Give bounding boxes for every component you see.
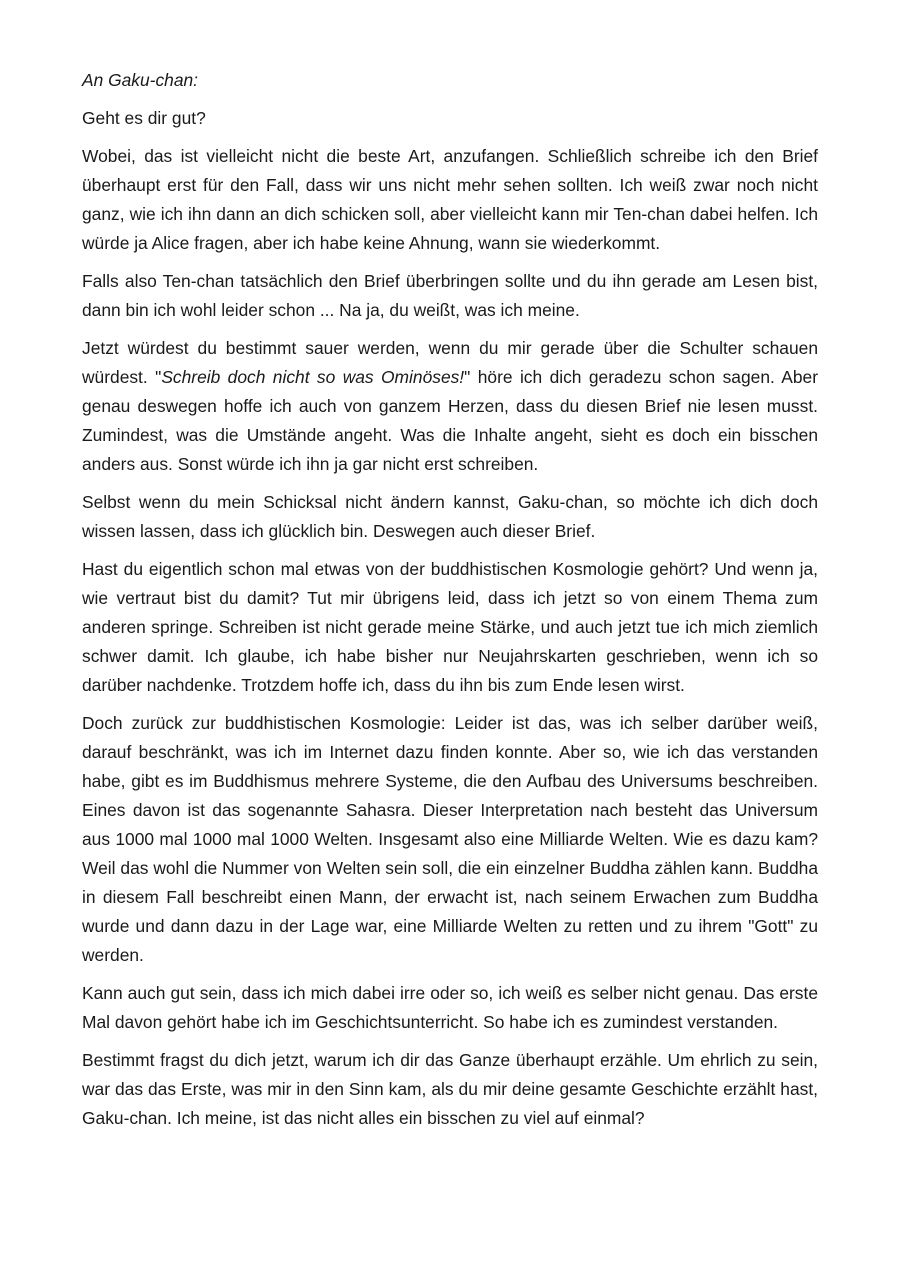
paragraph-6: Doch zurück zur buddhistischen Kosmologie: Leider ist das, was ich selber darüber weiß, darauf beschränkt, was ich im Internet dazu finden konnte. Aber so, wie ich das verstanden habe, gibt es im Buddhismus mehrere Systeme, die den Aufbau des Universums beschreiben. Eines davon ist das sogenannte Sahasra. Dieser Interpretation nach besteht das Universum aus 1000 mal 1000 mal 1000 Welten. Insgesamt also eine Milliarde Welten. Wie es dazu kam? Weil das wohl die Nummer von Welten sein soll, die ein einzelner Buddha zählen kann. Buddha in diesem Fall beschreibt einen Mann, der erwacht ist, nach seinem Erwachen zum Buddha wurde und dann dazu in der Lage war, eine Milliarde Welten zu retten und zu ihrem "Gott" zu werden. (82, 713, 818, 965)
letter-page (82, 66, 818, 1142)
paragraph-8: Bestimmt fragst du dich jetzt, warum ich dir das Ganze überhaupt erzähle. Um ehrlich zu sein, war das das Erste, was mir in den Sinn kam, als du mir deine gesamte Geschichte erzählt hast, Gaku-chan. Ich meine, ist das nicht alles ein bisschen zu viel auf einmal? (82, 1050, 818, 1128)
letter-salutation: An Gaku-chan: (82, 70, 199, 90)
paragraph-5: Hast du eigentlich schon mal etwas von der buddhistischen Kosmologie gehört? Und wenn ja, wie vertraut bist du damit? Tut mir übrigens leid, dass ich jetzt so von einem Thema zum anderen springe. Schreiben ist nicht gerade meine Stärke, und auch jetzt tue ich mich ziemlich schwer damit. Ich glaube, ich habe bisher nur Neujahrskarten geschrieben, wenn ich so darüber nachdenke. Trotzdem hoffe ich, dass du ihn bis zum Ende lesen wirst. (82, 559, 818, 695)
paragraph-3-after: " höre ich dich geradezu schon sagen. Aber genau deswegen hoffe ich auch von ganzem Herzen, dass du diesen Brief nie lesen musst. Zumindest, was die Umstände angeht. Was die Inhalte angeht, sieht es doch ein bisschen anders aus. Sonst würde ich ihn ja gar nicht erst schreiben. (82, 367, 819, 474)
paragraph-2: Falls also Ten-chan tatsächlich den Brief überbringen sollte und du ihn gerade am Lesen bist, dann bin ich wohl leider schon ... Na ja, du weißt, was ich meine. (82, 271, 818, 320)
paragraph-3-before: Jetzt würdest du bestimmt sauer werden, wenn du mir gerade über die Schulter schauen würdest. " (82, 338, 818, 387)
paragraph-1: Wobei, das ist vielleicht nicht die beste Art, anzufangen. Schließlich schreibe ich den Brief überhaupt erst für den Fall, dass wir uns nicht mehr sehen sollten. Ich weiß zwar noch nicht ganz, wie ich ihn dann an dich schicken soll, aber vielleicht kann mir Ten-chan dabei helfen. Ich würde ja Alice fragen, aber ich habe keine Ahnung, wann sie wiederkommt. (82, 146, 818, 253)
paragraph-4: Selbst wenn du mein Schicksal nicht ändern kannst, Gaku-chan, so möchte ich dich doch wissen lassen, dass ich glücklich bin. Deswegen auch dieser Brief. (82, 492, 818, 541)
paragraph-3 (82, 334, 818, 479)
paragraph-3-quote: Schreib doch nicht so was Ominöses! (161, 367, 465, 387)
paragraph-7: Kann auch gut sein, dass ich mich dabei irre oder so, ich weiß es selber nicht genau. Das erste Mal davon gehört habe ich im Geschichtsunterricht. So habe ich es zumindest verstanden. (82, 983, 818, 1032)
letter-greeting: Geht es dir gut? (82, 108, 206, 128)
